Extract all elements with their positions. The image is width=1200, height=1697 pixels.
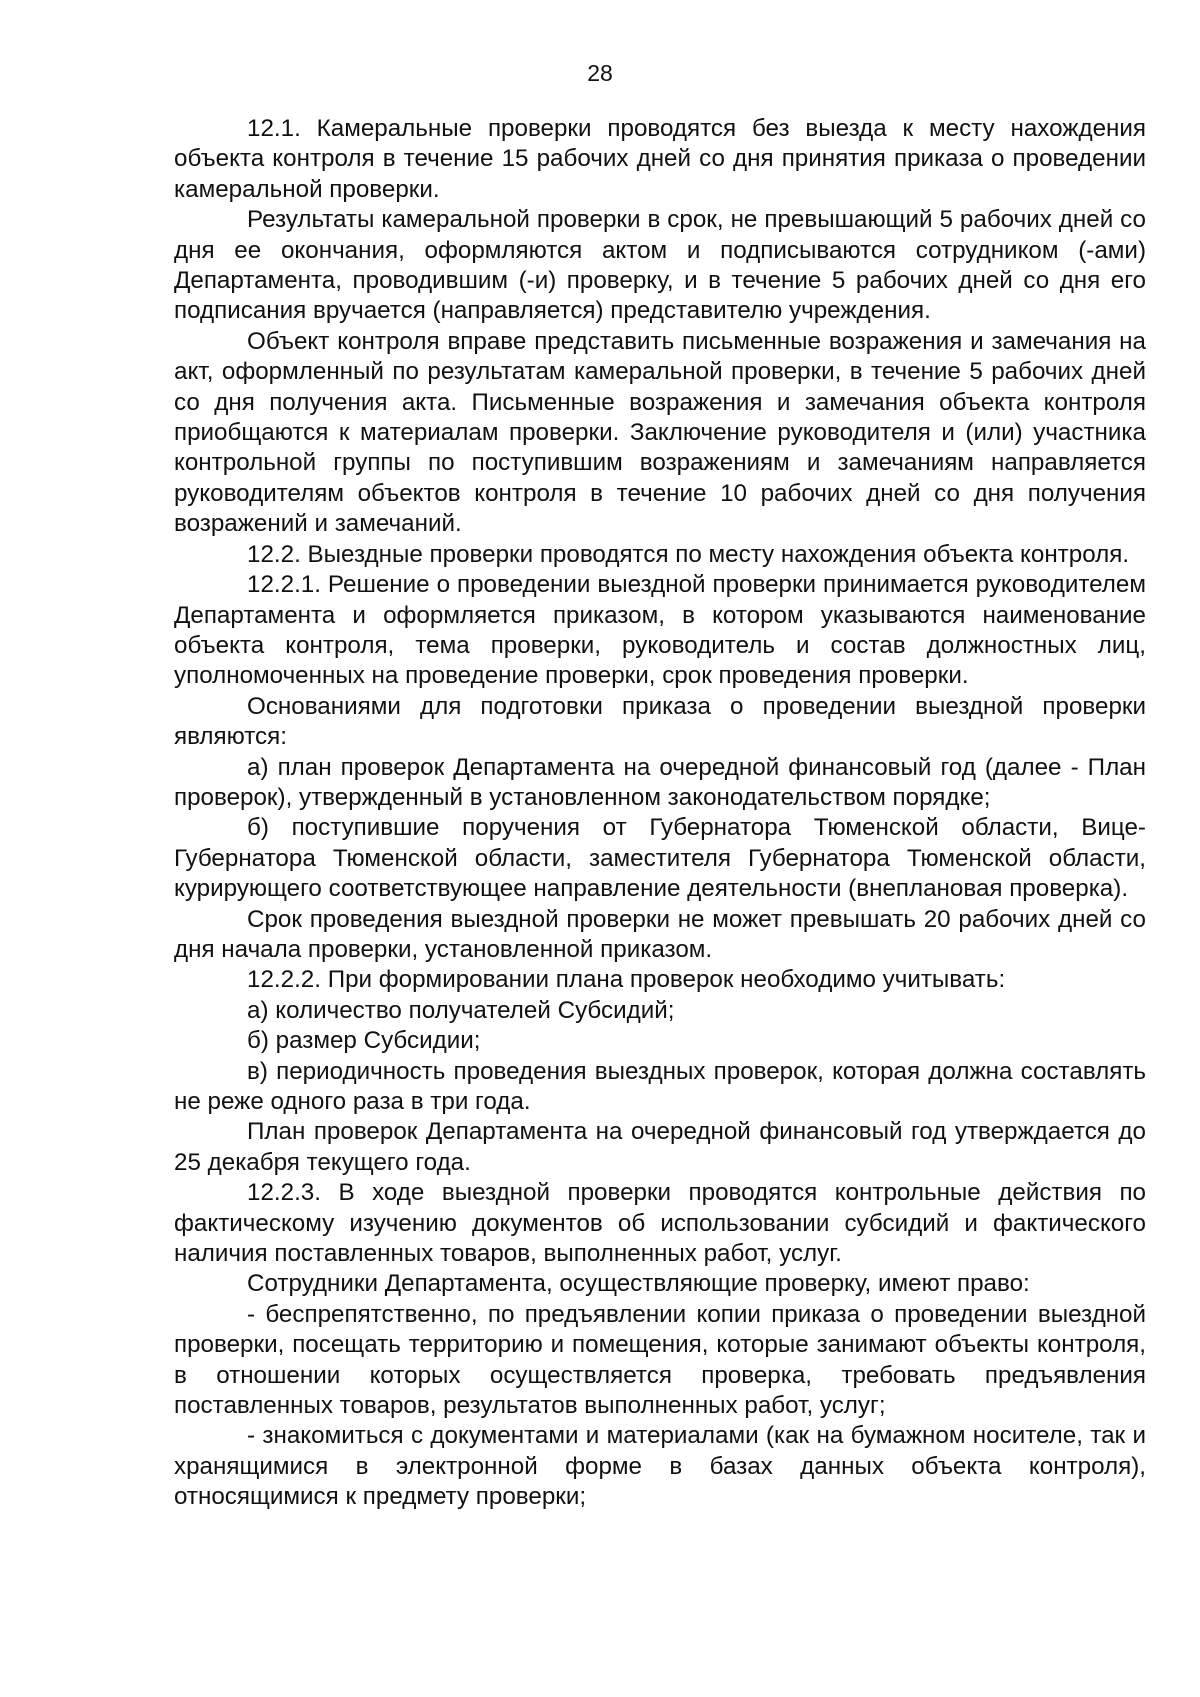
paragraph-ground-a: а) план проверок Департамента на очередной финансовый год (далее - План проверок), утвержденный в установленном законодательством порядке; bbox=[174, 753, 1146, 811]
paragraph-duration: Срок проведения выездной проверки не может превышать 20 рабочих дней со дня начала проверки, установленной приказом. bbox=[174, 905, 1146, 963]
paragraph-right-documents: - знакомиться с документами и материалами (как на бумажном носителе, так и хранящимися в электронной форме в базах данных объекта контроля), относящимися к предмету проверки; bbox=[174, 1422, 1146, 1511]
paragraph-ground-b: б) поступившие поручения от Губернатора Тюменской области, Вице-Губернатора Тюменской области, заместителя Губернатора Тюменской области, курирующего соответствующее направление деятельности (внеплановая проверка). bbox=[174, 814, 1146, 903]
paragraph-12-2: 12.2. Выездные проверки проводятся по месту нахождения объекта контроля. bbox=[247, 540, 1130, 568]
paragraph-12-2-1: 12.2.1. Решение о проведении выездной проверки принимается руководителем Департамента и оформляется приказом, в котором указываются наименование объекта контроля, тема проверки, руководитель и состав должностных лиц, уполномоченных на проведение проверки, срок проведения проверки. bbox=[174, 571, 1146, 690]
paragraph-objections: Объект контроля вправе представить письменные возражения и замечания на акт, оформленный по результатам камеральной проверки, в течение 5 рабочих дней со дня получения акта. Письменные возражения и замечания объекта контроля приобщаются к материалам проверки. Заключение руководителя и (или) участника контрольной группы по поступившим возражениям и замечаниям направляется руководителям объектов контроля в течение 10 рабочих дней со дня получения возражений и замечаний. bbox=[174, 327, 1146, 538]
paragraph-12-2-3: 12.2.3. В ходе выездной проверки проводятся контрольные действия по фактическому изучению документов об использовании субсидий и фактического наличия поставленных товаров, выполненных работ, услуг. bbox=[174, 1179, 1146, 1268]
paragraph-12-2-2: 12.2.2. При формировании плана проверок необходимо учитывать: bbox=[247, 966, 1006, 994]
paragraph-plan-approval: План проверок Департамента на очередной финансовый год утверждается до 25 декабря текущего года. bbox=[174, 1118, 1146, 1176]
paragraph-rights-intro: Сотрудники Департамента, осуществляющие проверку, имеют право: bbox=[247, 1270, 1030, 1298]
paragraph-grounds: Основаниями для подготовки приказа о проведении выездной проверки являются: bbox=[174, 692, 1146, 751]
document-body bbox=[174, 114, 1146, 1513]
paragraph-results: Результаты камеральной проверки в срок, не превышающий 5 рабочих дней со дня ее окончания, оформляются актом и подписываются сотрудником (-ами) Департамента, проводившим (-и) проверку, и в течение 5 рабочих дней со дня его подписания вручается (направляется) представителю учреждения. bbox=[174, 206, 1146, 325]
page-number: 28 bbox=[587, 60, 613, 86]
paragraph-criterion-b: б) размер Субсидии; bbox=[247, 1027, 481, 1055]
paragraph-12-1: 12.1. Камеральные проверки проводятся без выезда к месту нахождения объекта контроля в течение 15 рабочих дней со дня принятия приказа о проведении камеральной проверки. bbox=[174, 115, 1146, 203]
paragraph-criterion-c: в) периодичность проведения выездных проверок, которая должна составлять не реже одного раза в три года. bbox=[174, 1057, 1146, 1115]
paragraph-right-visit: - беспрепятственно, по предъявлении копии приказа о проведении выездной проверки, посещать территорию и помещения, которые занимают объекты контроля, в отношении которых осуществляется проверка, требовать предъявления поставленных товаров, результатов выполненных работ, услуг; bbox=[174, 1300, 1146, 1420]
paragraph-criterion-a: а) количество получателей Субсидий; bbox=[247, 996, 675, 1024]
